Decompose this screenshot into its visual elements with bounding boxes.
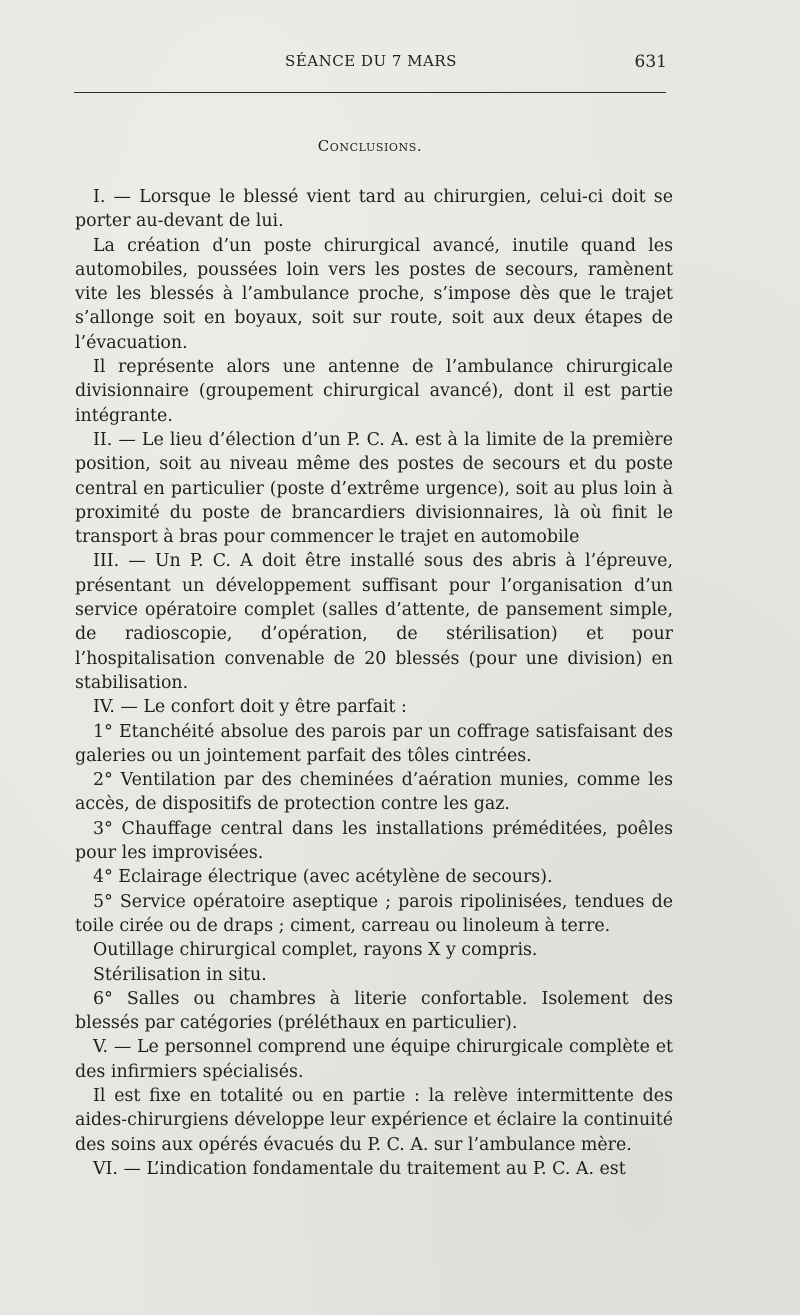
paragraph: 4° Eclairage électrique (avec acétylène de secours).: [93, 867, 553, 888]
running-head: SÉANCE DU 7 MARS: [285, 52, 457, 70]
paragraph: 1° Etanchéité absolue des parois par un coffrage satisfaisant des galeries ou un jointement parfait des tôles cintrées.: [75, 721, 673, 766]
paragraph: 6° Salles ou chambres à literie confortable. Isolement des blessés par catégories (préléthaux en particulier).: [75, 988, 673, 1034]
header-rule: [74, 92, 666, 93]
paragraph: Il est fixe en totalité ou en partie : la relève intermittente des aides-chirurgiens développe leur expérience et éclaire la continuité des soins aux opérés évacués du P. C. A. sur l’ambulance mère.: [75, 1085, 673, 1155]
body-text: [75, 185, 673, 1181]
section-title: Conclusions.: [317, 137, 423, 155]
paragraph: La création d’un poste chirurgical avancé, inutile quand les automobiles, poussées loin vers les postes de secours, ramènent vite les blessés à l’ambulance proche, s’impose dès que le trajet s’allonge soit en boyaux, soit sur route, soit aux deux étapes de l’évacuation.: [75, 235, 673, 353]
paragraph: VI. — L’indication fondamentale du traitement au P. C. A. est: [93, 1158, 626, 1179]
paragraph: Il représente alors une antenne de l’ambulance chirurgicale divisionnaire (groupement chirurgical avancé), dont il est partie intégrante.: [75, 357, 673, 426]
paragraph: 2° Ventilation par des cheminées d’aération munies, comme les accès, de dispositifs de protection contre les gaz.: [75, 770, 673, 815]
paragraph: IV. — Le confort doit y être parfait :: [93, 697, 407, 718]
paragraph: Stérilisation in situ.: [93, 964, 267, 985]
page-header: [75, 52, 667, 76]
paragraph: 5° Service opératoire aseptique ; parois ripolinisées, tendues de toile cirée ou de draps ; ciment, carreau ou linoleum à terre.: [75, 891, 673, 936]
paragraph: Outillage chirurgical complet, rayons X y compris.: [93, 940, 538, 961]
paragraph: 3° Chauffage central dans les installations préméditées, poêles pour les improvisées.: [75, 818, 673, 864]
page-number: 631: [634, 52, 667, 72]
paragraph: II. — Le lieu d’élection d’un P. C. A. est à la limite de la première position, soit au niveau même des postes de secours et du poste central en particulier (poste d’extrême urgence), soit au plus loin à proximité du poste de brancardiers divisionnaires, là où finit le transport à bras pour commencer le trajet en automobile: [75, 429, 673, 548]
paragraph: III. — Un P. C. A doit être installé sous des abris à l’épreuve, présentant un développement suffisant pour l’organisation d’un service opératoire complet (salles d’attente, de pansement simple, de radioscopie, d’opération, de stérilisation) et pour l’hospitalisation convenable de 20 blessés (pour une division) en stabilisation.: [75, 551, 673, 693]
paragraph: V. — Le personnel comprend une équipe chirurgicale complète et des infirmiers spécialisés.: [75, 1037, 673, 1082]
paragraph: I. — Lorsque le blessé vient tard au chirurgien, celui-ci doit se porter au-devant de lui.: [75, 187, 673, 232]
